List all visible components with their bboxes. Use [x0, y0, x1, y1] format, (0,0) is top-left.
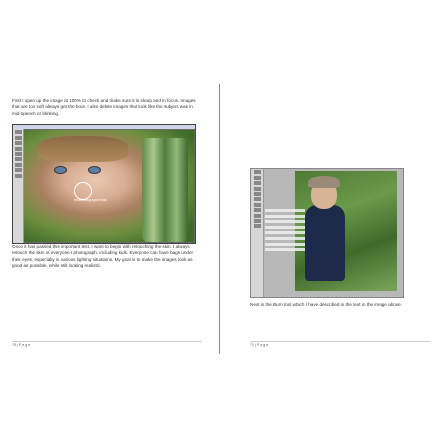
photoshop-window-left	[12, 124, 196, 244]
plant-stem	[142, 138, 188, 242]
menu-bar	[13, 125, 195, 129]
page-footer-left: 70 | P a g e	[12, 341, 202, 347]
overlay-text-block	[265, 209, 305, 254]
left-page	[0, 0, 218, 440]
portrait-photo	[24, 130, 194, 242]
right-eye	[88, 166, 101, 174]
boy-photo	[295, 171, 397, 291]
page-divider	[219, 84, 220, 354]
tool-palette-right	[251, 169, 264, 297]
boy-hat	[308, 176, 340, 188]
intro-paragraph: First I open up the image at 100% to check and make sure it is sharp and in focus. Images that are too soft always get the boot. I also delete images that look like the subject was in mid-speech or blinking.	[12, 98, 196, 116]
tool-palette	[13, 129, 24, 243]
body-paragraph-1: Once it has passed this important test, I want to begin with retouching the skin. I always retouch the skin of everyone I photograph, including kids. Everyone can have bags under their eyes, especially in various lighting situations. My goal is to make the images look as good as possible, while still looking realistic.	[12, 244, 194, 269]
boy-body	[305, 205, 345, 281]
photoshop-window-right	[250, 168, 404, 298]
page-footer-right: 71 | P a g e	[250, 341, 430, 347]
overlay-label: retouching spot heal	[74, 198, 107, 202]
left-eye	[54, 166, 67, 174]
right-page	[222, 0, 440, 440]
hair	[38, 136, 128, 162]
caption-text: Next is the Burn tool which I have described in the text in the image above.	[250, 302, 402, 307]
